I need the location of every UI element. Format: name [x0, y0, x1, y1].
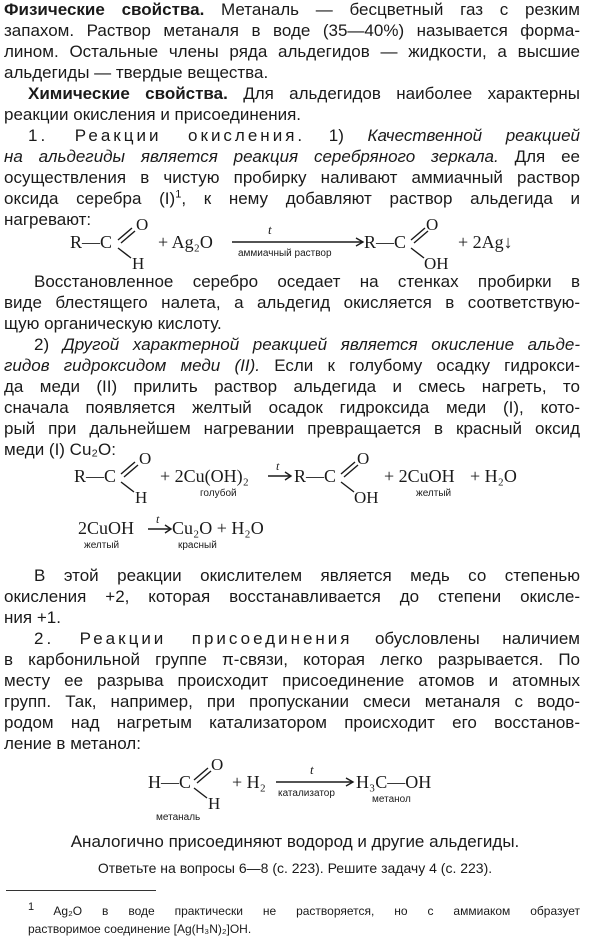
- after-1: Восстановленное серебро оседает на стенках пробирки в: [34, 272, 580, 291]
- svg-text:O: O: [211, 755, 224, 774]
- after-2: виде блестящего налета, а альдегид окисляется в соответствую-: [4, 293, 580, 312]
- p2-line-2: гидов гидроксидом меди (II). Если к голубому осадку гидрокси-: [4, 356, 580, 375]
- closing-line: Аналогично присоединяют водород и другие альдегиды.: [70, 832, 520, 851]
- svg-text:t: t: [276, 459, 280, 473]
- svg-text:t: t: [310, 762, 314, 777]
- chemical-line-1: Химические свойства. Для альдегидов наиболее характерны: [28, 84, 580, 103]
- p2-line-4: сначала появляется желтый осадок гидроксида меди (I), кото-: [4, 398, 580, 417]
- chemical-line-2: реакции окисления и присоединения.: [4, 105, 302, 124]
- svg-text:+ 2Ag↓: + 2Ag↓: [458, 232, 513, 252]
- svg-text:t: t: [268, 222, 272, 237]
- oxidation-line-4: оксида серебра $(I)^1$, к нему добавляют раствор альдегида и: [4, 188, 580, 208]
- svg-text:R—C: R—C: [74, 466, 117, 486]
- oxidation-line-2: на альдегиды является реакция серебряного зеркала. Для ее: [4, 147, 581, 166]
- svg-text:OH: OH: [424, 254, 449, 272]
- ox-line-3: ния +1.: [4, 608, 61, 627]
- svg-text:метанол: метанол: [372, 794, 411, 805]
- p2-line-6: меди (I) Cu₂O:: [4, 440, 116, 459]
- svg-text:катализатор: катализатор: [278, 788, 335, 799]
- footnote-line-1: $^1$ Ag₂O в воде практически не растворяется, но с аммиаком образует: [28, 901, 580, 918]
- physical-line-2: запахом. Раствор метаналя в воде (35—40%) называется форма-: [4, 21, 580, 40]
- svg-text:2CuOH: 2CuOH: [78, 518, 135, 538]
- svg-text:+ H₂: + H₂: [232, 772, 266, 792]
- add-line-6: ление в метанол:: [4, 734, 141, 753]
- oxidation-line-5: нагревают:: [4, 210, 92, 229]
- add-line-2: в карбонильной группе π-связи, которая легко разрывается. По: [4, 650, 580, 669]
- footnote-rule: [6, 890, 156, 891]
- svg-text:метаналь: метаналь: [156, 812, 201, 822]
- svg-text:R—C: R—C: [364, 232, 407, 252]
- p2-line-1: 2) Другой характерной реакцией является окисление альде-: [34, 335, 580, 354]
- svg-text:+ Ag₂O: + Ag₂O: [158, 232, 213, 252]
- footnote-ref: 1: [175, 188, 182, 201]
- chemical-title: Химические свойства.: [28, 84, 228, 103]
- svg-text:желтый: желтый: [84, 540, 120, 551]
- oxidation-line-3: осуществления в чистую пробирку наливают аммиачный раствор: [4, 168, 580, 187]
- svg-text:красный: красный: [178, 540, 217, 551]
- svg-text:t: t: [156, 512, 160, 526]
- svg-text:O: O: [136, 215, 149, 234]
- svg-text:O: O: [357, 449, 370, 468]
- svg-text:H₃C—OH: H₃C—OH: [356, 772, 432, 792]
- svg-text:+ 2CuOH: + 2CuOH: [384, 466, 455, 486]
- addition-heading: 2. Реакции присоединения: [34, 629, 353, 648]
- physical-line-4: альдегиды — твердые вещества.: [4, 63, 269, 82]
- formula-silver-mirror: [0, 212, 590, 272]
- add-line-5: родом над нагретым катализатором происходит его восстанов-: [4, 713, 580, 732]
- svg-text:+ 2Cu(OH)₂: + 2Cu(OH)₂: [160, 466, 249, 486]
- footnote-line-2: растворимое соединение [Ag(H₃N)₂]OH.: [28, 922, 252, 936]
- ox-line-2: окисления +2, которая восстанавливается до степени окисле-: [4, 587, 580, 606]
- svg-text:голубой: голубой: [200, 488, 237, 499]
- oxidation-heading: 1. Реакции окисления.: [28, 126, 306, 145]
- svg-text:аммиачный раствор: аммиачный раствор: [238, 248, 332, 259]
- svg-text:OH: OH: [354, 488, 379, 506]
- svg-text:H: H: [135, 488, 148, 506]
- ox-line-1: В этой реакции окислителем является медь со степенью: [34, 566, 580, 585]
- svg-text:H—C: H—C: [148, 772, 192, 792]
- p2-line-3: да меди (II) прилить раствор альдегида и смесь нагреть, то: [4, 377, 580, 396]
- physical-title: Физические свойства.: [4, 0, 205, 19]
- svg-text:O: O: [139, 449, 152, 468]
- add-line-3: месту ее разрыва происходит присоединение атомов и атомных: [4, 671, 580, 690]
- svg-text:+ H₂O: + H₂O: [470, 466, 517, 486]
- f1-r: R—C: [70, 232, 113, 252]
- formula-copper-oxide: [0, 510, 590, 554]
- physical-line-3: лином. Остальные члены ряда альдегидов — жидкости, а высшие: [4, 42, 580, 61]
- svg-text:H: H: [208, 794, 221, 813]
- oxidation-line-1: 1. Реакции окисления. 1) Качественной реакцией: [28, 126, 580, 145]
- after-3: щую органическую кислоту.: [4, 314, 222, 333]
- physical-line-1: Физические свойства. Метаналь — бесцветный газ с резким: [4, 0, 580, 19]
- formula-copper-hydroxide: [0, 446, 590, 506]
- svg-text:O: O: [426, 215, 439, 234]
- task-line: Ответьте на вопросы 6—8 (с. 223). Решите задачу 4 (с. 223).: [97, 860, 493, 876]
- formula-methanal-hydrogenation: [0, 752, 590, 822]
- add-line-1: 2. Реакции присоединения обусловлены наличием: [34, 629, 580, 648]
- add-line-4: групп. Так, например, при пропускании смеси метаналя с водо-: [4, 692, 580, 711]
- svg-text:Cu₂O + H₂O: Cu₂O + H₂O: [172, 518, 264, 538]
- p2-line-5: рый при дальнейшем нагревании превращается в красный оксид: [4, 419, 580, 438]
- svg-text:R—C: R—C: [294, 466, 337, 486]
- svg-text:желтый: желтый: [416, 488, 452, 499]
- svg-text:H: H: [132, 254, 145, 272]
